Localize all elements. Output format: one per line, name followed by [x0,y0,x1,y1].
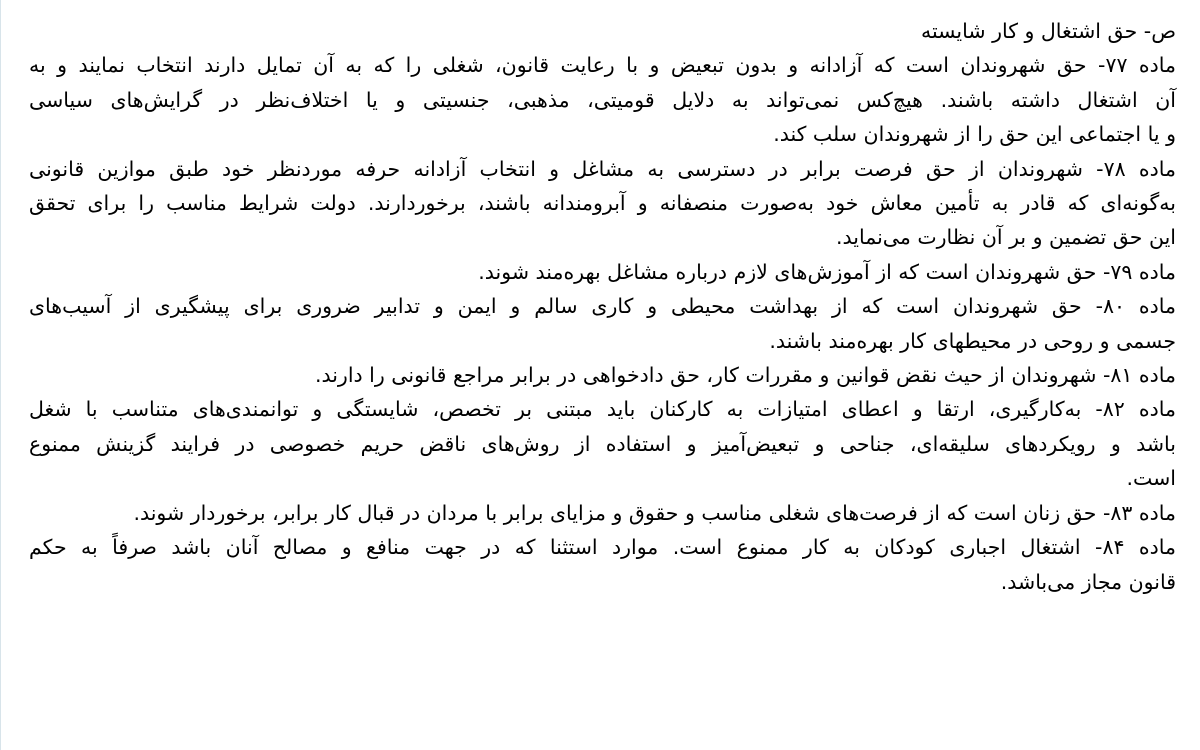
document-body [29,14,1176,599]
article-84-line-1: ماده ۸۴- اشتغال اجباری کودکان به کار ممنوع است. موارد استثنا که در جهت منافع و مصالح آنان باشد صرفاً به حکم [29,535,1176,560]
article-78-line-3: این حق تضمین و بر آن نظارت می‌نماید. [835,225,1176,250]
article-82-line-3: است. [1126,466,1176,491]
article-77-line-2: آن اشتغال داشته باشند. هیچ‌کس نمی‌تواند به دلایل قومیتی، مذهبی، جنسیتی و یا اختلاف‌نظر در گرایش‌های سیاسی [29,87,1176,112]
article-77-line-3: و یا اجتماعی این حق را از شهروندان سلب کند. [773,122,1176,147]
section-heading: ص- حق اشتغال و کار شایسته [920,19,1176,43]
article-84-line-2: قانون مجاز می‌باشد. [1000,569,1176,594]
article-80-line-2: جسمی و روحی در محیطهای کار بهره‌مند باشند. [769,328,1176,353]
article-78-line-1: ماده ۷۸- شهروندان از حق فرصت برابر در دسترسی به مشاغل و انتخاب آزادانه حرفه موردنظر خود طبق موازین قانونی [29,156,1176,181]
article-78-line-2: به‌گونه‌ای که قادر به تأمین معاش خود به‌صورت منصفانه و آبرومندانه باشند، برخوردارند. دولت شرایط مناسب را برای تحقق [29,191,1176,216]
article-77-line-1: ماده ۷۷- حق شهروندان است که آزادانه و بدون تبعیض و با رعایت قانون، شغلی را که به آن تمایل دارند انتخاب نمایند و به [29,53,1176,78]
article-79-line-1: ماده ۷۹- حق شهروندان است که از آموزش‌های لازم درباره مشاغل بهره‌مند شوند. [478,259,1176,284]
article-83-line-1: ماده ۸۳- حق زنان است که از فرصت‌های شغلی مناسب و حقوق و مزایای برابر با مردان در قبال کار برابر، برخوردار شوند. [133,500,1176,525]
article-82-line-1: ماده ۸۲- به‌کارگیری، ارتقا و اعطای امتیازات به کارکنان باید مبتنی بر تخصص، شایستگی و توانمندی‌های متناسب با شغل [29,397,1176,422]
article-80-line-1: ماده ۸۰- حق شهروندان است که از بهداشت محیطی و کاری سالم و ایمن و تدابیر ضروری برای پیشگیری از آسیب‌های [29,294,1176,319]
article-81-line-1: ماده ۸۱- شهروندان از حیث نقض قوانین و مقررات کار، حق دادخواهی در برابر مراجع قانونی را دارند. [314,363,1176,388]
article-82-line-2: باشد و رویکردهای سلیقه‌ای، جناحی و تبعیض‌آمیز و استفاده از روش‌های ناقض حریم خصوصی در فرایند گزینش ممنوع [29,431,1176,456]
